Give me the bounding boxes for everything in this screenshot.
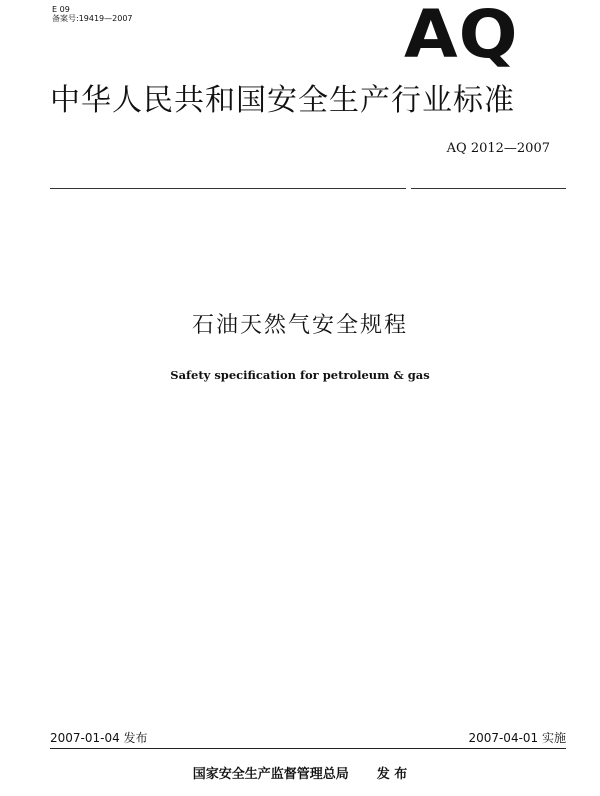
filing-number: 备案号:19419—2007 — [52, 14, 133, 23]
header-divider-right — [411, 188, 566, 189]
category-title: 中华人民共和国安全生产行业标准 — [50, 83, 515, 118]
standard-number: AQ 2012—2007 — [446, 141, 550, 156]
classification-code: E 09 — [52, 5, 70, 14]
footer-divider — [50, 748, 566, 749]
effective-date: 2007-04-01 实施 — [468, 731, 566, 745]
standard-logo: AQ — [404, 0, 519, 73]
issuer-name: 国家安全生产监督管理总局 — [192, 767, 349, 782]
document-title-en: Safety specification for petroleum & gas — [170, 368, 430, 382]
document-title-cn: 石油天然气安全规程 — [191, 313, 408, 338]
issue-label: 发 布 — [376, 767, 408, 782]
header-divider-left — [50, 188, 406, 189]
issuer-line — [0, 767, 600, 783]
issue-date: 2007-01-04 发布 — [50, 731, 148, 745]
